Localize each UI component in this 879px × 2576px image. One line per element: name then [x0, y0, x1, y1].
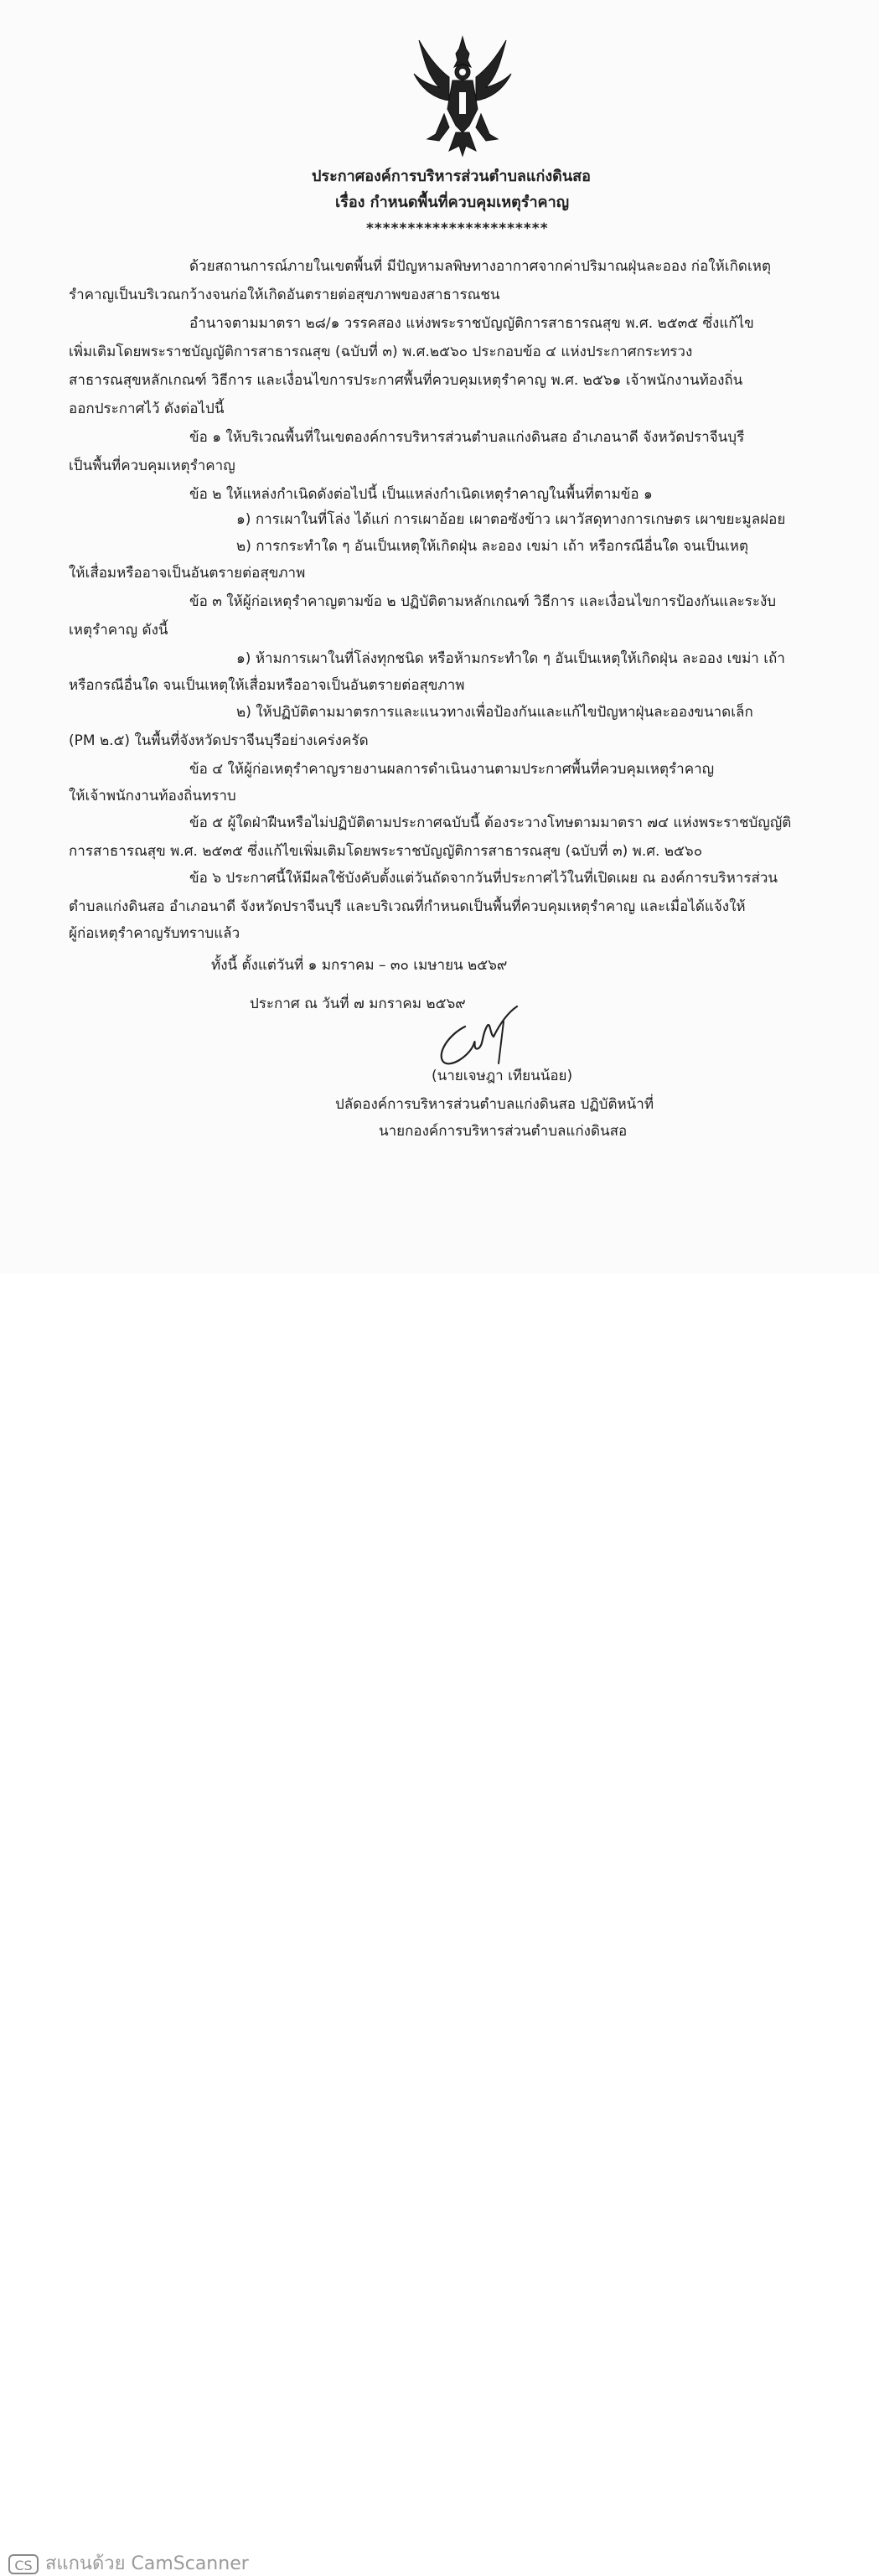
clause-2-line-1: ข้อ ๒ ให้แหล่งกำเนิดดังต่อไปนี้ เป็นแหล่งกำเนิดเหตุรำคาญในพื้นที่ตามข้อ ๑ [189, 486, 653, 503]
paragraph-2-line-2: เพิ่มเติมโดยพระราชบัญญัติการสาธารณสุข (ฉบับที่ ๓) พ.ศ.๒๕๖๐ ประกอบข้อ ๔ แห่งประกาศกระทรวง [69, 344, 693, 360]
clause-3-item-1-line-1: ๑) ห้ามการเผาในที่โล่งทุกชนิด หรือห้ามกระทำใด ๆ อันเป็นเหตุให้เกิดฝุ่น ละออง เขม่า เถ้า [236, 650, 785, 667]
clause-3-item-1-line-2: หรือกรณีอื่นใด จนเป็นเหตุให้เสื่อมหรืออาจเป็นอันตรายต่อสุขภาพ [69, 677, 465, 694]
camscanner-logo-icon: CS [8, 2554, 39, 2574]
document-page [0, 0, 879, 1274]
clause-1-line-2: เป็นพื้นที่ควบคุมเหตุรำคาญ [69, 458, 235, 474]
announcement-title: ประกาศองค์การบริหารส่วนตำบลแก่งดินสอ [312, 168, 591, 185]
announcement-subject: เรื่อง กำหนดพื้นที่ควบคุมเหตุรำคาญ [335, 194, 570, 211]
garuda-emblem [411, 34, 515, 159]
signatory-name: (นายเจษฎา เทียนน้อย) [432, 1068, 573, 1084]
paragraph-2-line-1: อำนาจตามมาตรา ๒๘/๑ วรรคสอง แห่งพระราชบัญญัติการสาธารณสุข พ.ศ. ๒๕๓๕ ซึ่งแก้ไข [189, 315, 754, 332]
clause-6-line-3: ผู้ก่อเหตุรำคาญรับทราบแล้ว [69, 925, 240, 942]
clause-4-line-1: ข้อ ๔ ให้ผู้ก่อเหตุรำคาญรายงานผลการดำเนินงานตามประกาศพื้นที่ควบคุมเหตุรำคาญ [189, 761, 715, 778]
clause-6-line-1: ข้อ ๖ ประกาศนี้ให้มีผลใช้บังคับตั้งแต่วันถัดจากวันที่ประกาศไว้ในที่เปิดเผย ณ องค์การบริหารส่วน [189, 870, 778, 887]
clause-1-line-1: ข้อ ๑ ให้บริเวณพื้นที่ในเขตองค์การบริหารส่วนตำบลแก่งดินสอ อำเภอนาดี จังหวัดปราจีนบุรี [189, 429, 745, 446]
signatory-position-line-2: นายกองค์การบริหารส่วนตำบลแก่งดินสอ [379, 1123, 628, 1140]
announcement-date: ประกาศ ณ วันที่ ๗ มกราคม ๒๕๖๙ [250, 996, 466, 1012]
clause-6-line-2: ตำบลแก่งดินสอ อำเภอนาดี จังหวัดปราจีนบุรี และบริเวณที่กำหนดเป็นพื้นที่ควบคุมเหตุรำคาญ และเมื่อได้แจ้งให้ [69, 898, 746, 915]
effective-period: ทั้งนี้ ตั้งแต่วันที่ ๑ มกราคม – ๓๐ เมษายน ๒๕๖๙ [211, 957, 508, 974]
paragraph-1-line-2: รำคาญเป็นบริเวณกว้างจนก่อให้เกิดอันตรายต่อสุขภาพของสาธารณชน [69, 287, 500, 303]
clause-2-item-1: ๑) การเผาในที่โล่ง ได้แก่ การเผาอ้อย เผาตอซังข้าว เผาวัสดุทางการเกษตร เผาขยะมูลฝอย [236, 511, 786, 528]
clause-2-item-2-line-1: ๒) การกระทำใด ๆ อันเป็นเหตุให้เกิดฝุ่น ละออง เขม่า เถ้า หรือกรณีอื่นใด จนเป็นเหตุ [236, 538, 749, 555]
clause-2-item-2-line-2: ให้เสื่อมหรืออาจเป็นอันตรายต่อสุขภาพ [69, 565, 306, 582]
clause-5-line-2: การสาธารณสุข พ.ศ. ๒๕๓๕ ซึ่งแก้ไขเพิ่มเติมโดยพระราชบัญญัติการสาธารณสุข (ฉบับที่ ๓) พ.ศ. ๒๕๖๐ [69, 843, 703, 860]
clause-3-item-2-line-2: (PM ๒.๕) ในพื้นที่จังหวัดปราจีนบุรีอย่างเคร่งครัด [69, 732, 369, 749]
paragraph-1-line-1: ด้วยสถานการณ์ภายในเขตพื้นที่ มีปัญหามลพิษทางอากาศจากค่าปริมาณฝุ่นละออง ก่อให้เกิดเหตุ [189, 258, 772, 275]
camscanner-watermark-text: สแกนด้วย CamScanner [45, 2553, 249, 2574]
clause-3-line-1: ข้อ ๓ ให้ผู้ก่อเหตุรำคาญตามข้อ ๒ ปฏิบัติตามหลักเกณฑ์ วิธีการ และเงื่อนไขการป้องกันและระงับ [189, 593, 777, 610]
clause-3-line-2: เหตุรำคาญ ดังนี้ [69, 622, 168, 639]
title-separator: ********************** [366, 220, 549, 237]
scanner-footer [0, 1274, 879, 2574]
paragraph-2-line-3: สาธารณสุขหลักเกณฑ์ วิธีการ และเงื่อนไขการประกาศพื้นที่ควบคุมเหตุรำคาญ พ.ศ. ๒๕๖๑ เจ้าพนักงานท้องถิ่น [69, 372, 743, 389]
paragraph-2-line-4: ออกประกาศไว้ ดังต่อไปนี้ [69, 401, 225, 417]
clause-4-line-2: ให้เจ้าพนักงานท้องถิ่นทราบ [69, 788, 236, 804]
clause-3-item-2-line-1: ๒) ให้ปฏิบัติตามมาตรการและแนวทางเพื่อป้องกันและแก้ไขปัญหาฝุ่นละอองขนาดเล็ก [236, 704, 753, 721]
clause-5-line-1: ข้อ ๕ ผู้ใดฝ่าฝืนหรือไม่ปฏิบัติตามประกาศฉบับนี้ ต้องระวางโทษตามมาตรา ๗๔ แห่งพระราชบัญญัติ [189, 815, 792, 831]
signatory-position-line-1: ปลัดองค์การบริหารส่วนตำบลแก่งดินสอ ปฏิบัติหน้าที่ [335, 1096, 654, 1113]
